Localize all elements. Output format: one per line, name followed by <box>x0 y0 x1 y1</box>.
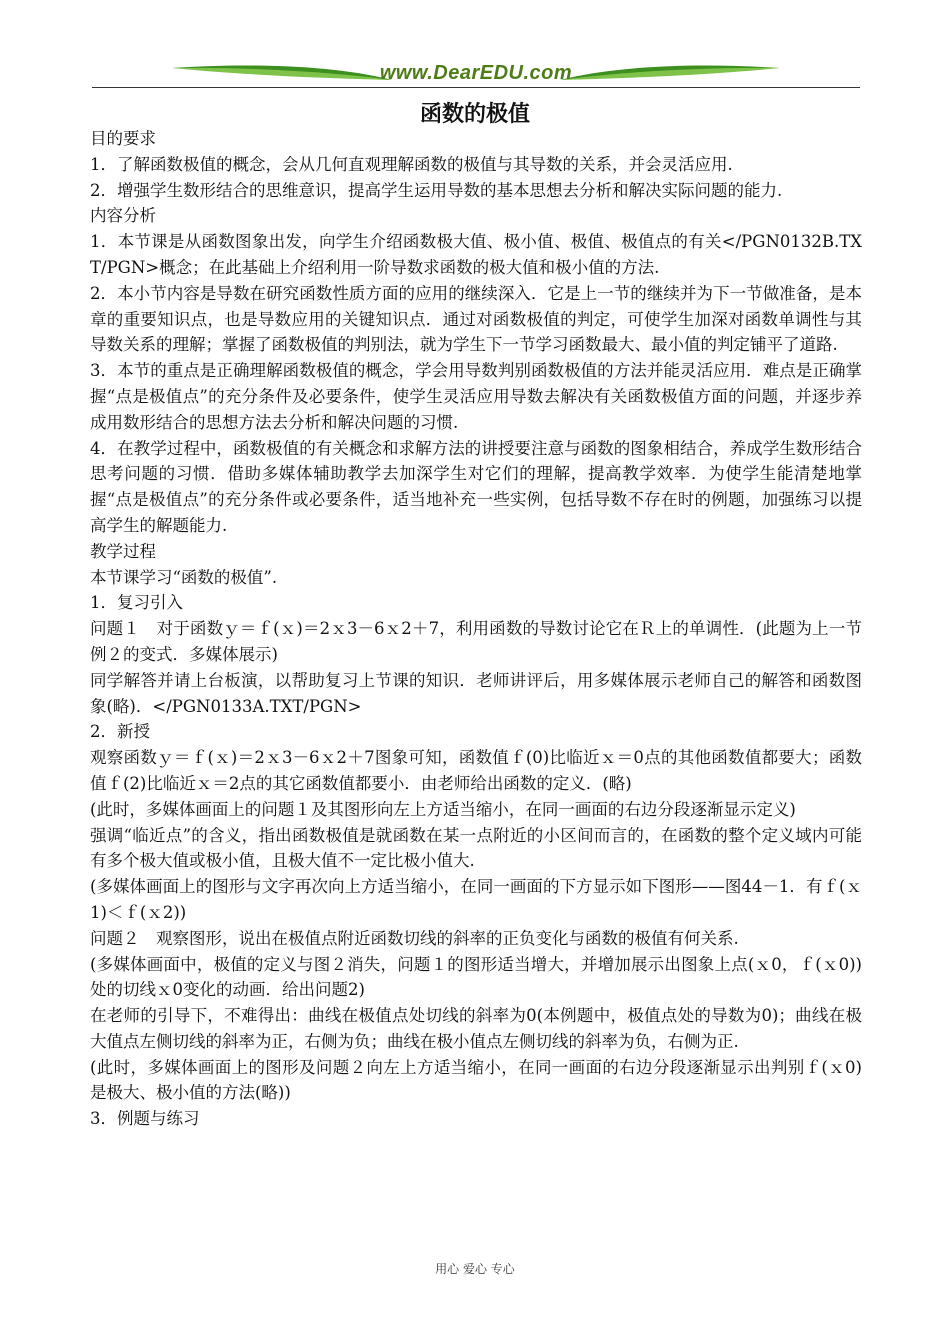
section-heading: 内容分析 <box>90 206 156 226</box>
paragraph: (多媒体画面上的图形与文字再次向上方适当缩小，在同一画面的下方显示如下图形——图44－1．有ｆ(ｘ1)＜ｆ(ｘ2)) <box>90 877 862 922</box>
page-title: 函数的极值 <box>419 102 530 127</box>
paragraph: (此时，多媒体画面上的图形及问题２向左上方适当缩小，在同一画面的右边分段逐渐显示出判别ｆ(ｘ0)是极大、极小值的方法(略)) <box>90 1057 862 1103</box>
subsection-heading: 1．复习引入 <box>90 593 183 613</box>
paragraph: (多媒体画面中，极值的定义与图２消失，问题１的图形适当增大，并增加展示出图象上点(ｘ0，ｆ(ｘ0))处的切线ｘ0变化的动画．给出问题2) <box>90 954 862 1000</box>
paragraph: 1．了解函数极值的概念，会从几何直观理解函数的极值与其导数的关系，并会灵活应用. <box>90 154 733 174</box>
paragraph: 强调“临近点”的含义，指出函数极值是就函数在某一点附近的小区间而言的，在函数的整个定义域内可能有多个极大值或极小值，且极大值不一定比极小值大. <box>90 825 862 871</box>
document-body <box>90 126 862 1132</box>
paragraph: 2．本小节内容是导数在研究函数性质方面的应用的继续深入．它是上一节的继续并为下一节做准备，是本章的重要知识点，也是导数应用的关键知识点．通过对函数极值的判定，可使学生加深对函数单调性与其导数关系的理解；掌握了函数极值的判别法，就为学生下一节学习函数最大、最小值的判定铺平了道路. <box>90 283 862 355</box>
page-footer: 用心 爱心 专心 <box>435 1262 515 1276</box>
header-divider <box>92 87 860 88</box>
paragraph: 问题２ 观察图形，说出在极值点附近函数切线的斜率的正负变化与函数的极值有何关系. <box>90 928 739 948</box>
paragraph: (此时，多媒体画面上的问题１及其图形向左上方适当缩小，在同一画面的右边分段逐渐显示定义) <box>90 799 796 819</box>
section-heading: 目的要求 <box>90 129 156 148</box>
subsection-heading: 3．例题与练习 <box>90 1109 200 1129</box>
paragraph: 2．增强学生数形结合的思维意识，提高学生运用导数的基本思想去分析和解决实际问题的能力. <box>90 180 783 200</box>
paragraph: 3．本节的重点是正确理解函数极值的概念，学会用导数判别函数极值的方法并能灵活应用．难点是正确掌握“点是极值点”的充分条件及必要条件，使学生灵活应用导数去解决有关函数极值方面的问题，并逐步养成用数形结合的思想方法去分析和解决问题的习惯. <box>90 361 862 432</box>
paragraph: 问题１ 对于函数ｙ＝ｆ(ｘ)＝2ｘ3－6ｘ2＋7，利用函数的导数讨论它在Ｒ上的单调性．(此题为上一节例２的变式．多媒体展示) <box>90 619 862 664</box>
paragraph: 在老师的引导下，不难得出：曲线在极值点处切线的斜率为0(本例题中，极值点处的导数为0)；曲线在极大值点左侧切线的斜率为正，右侧为负；曲线在极小值点左侧切线的斜率为负，右侧为正. <box>90 1006 862 1051</box>
section-heading: 教学过程 <box>90 541 156 561</box>
paragraph: 观察函数ｙ＝ｆ(ｘ)＝2ｘ3－6ｘ2＋7图象可知，函数值ｆ(0)比临近ｘ＝0点的其他函数值都要大；函数值ｆ(2)比临近ｘ＝2点的其它函数值都要小．由老师给出函数的定义．(略) <box>90 748 862 793</box>
paragraph: 同学解答并请上台板演，以帮助复习上节课的知识．老师讲评后，用多媒体展示老师自己的解答和函数图象(略)．</PGN0133A.TXT/PGN> <box>90 670 862 716</box>
subsection-heading: 2．新授 <box>90 722 150 742</box>
paragraph: 4．在教学过程中，函数极值的有关概念和求解方法的讲授要注意与函数的图象相结合，养成学生数形结合思考问题的习惯．借助多媒体辅助教学去加深学生对它们的理解，提高教学效率．为使学生能清楚地掌握“点是极值点”的充分条件或必要条件，适当地补充一些实例，包括导数不存在时的例题，加强练习以提高学生的解题能力. <box>90 438 862 535</box>
site-logo[interactable]: www.DearEDU.com <box>379 62 573 84</box>
paragraph: 本节课学习“函数的极值”. <box>90 567 278 587</box>
paragraph: 1．本节课是从函数图象出发，向学生介绍函数极大值、极小值、极值、极值点的有关</PGN0132B.TXT/PGN>概念；在此基础上介绍利用一阶导数求函数的极大值和极小值的方法. <box>90 232 862 277</box>
